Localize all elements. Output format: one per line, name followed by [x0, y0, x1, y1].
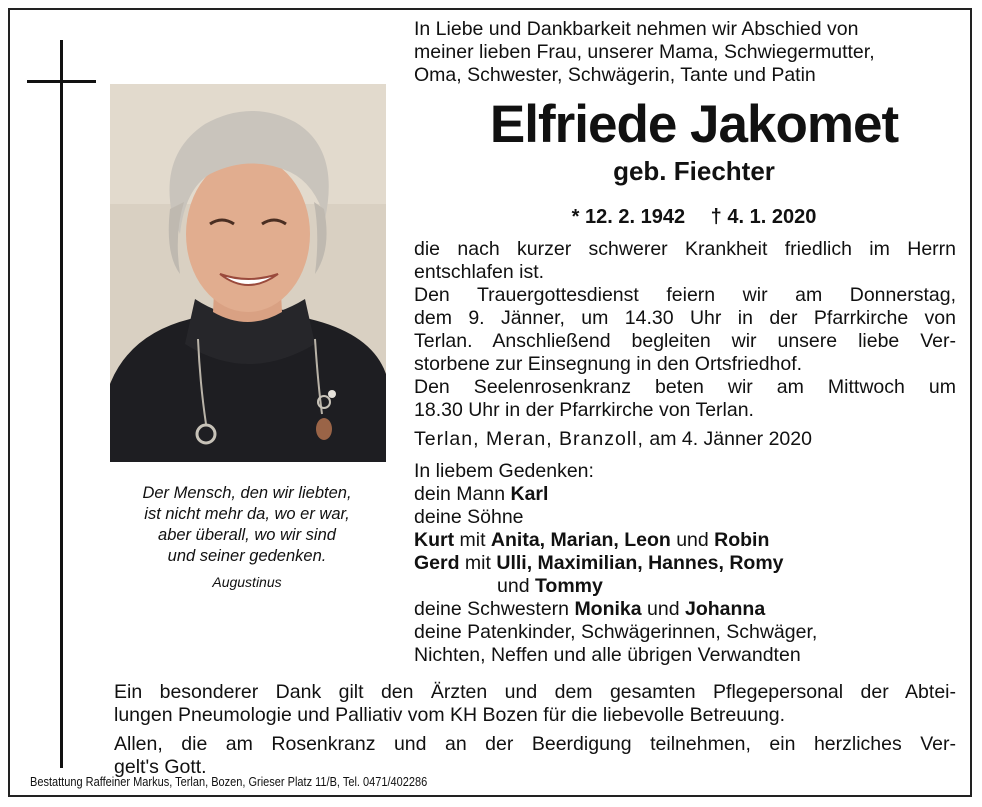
- notice-date: am 4. Jänner 2020: [649, 428, 812, 450]
- intro-line: meiner lieben Frau, unserer Mama, Schwiegermutter,: [414, 41, 875, 63]
- connector: und: [497, 575, 535, 597]
- cross-icon-bar: [27, 80, 96, 83]
- connector: mit: [454, 529, 491, 551]
- son-family-names: Ulli, Maximilian, Hannes, Romy: [496, 552, 784, 574]
- thanks-line: lungen Pneumologie und Palliativ vom KH Bozen für die liebevolle Betreuung.: [114, 704, 785, 726]
- body-line: 18.30 Uhr in der Pfarrkirche von Terlan.: [414, 399, 754, 421]
- connector: und: [670, 529, 715, 551]
- announcement-text: [414, 238, 956, 451]
- family-line-relatives: Nichten, Neffen und alle übrigen Verwandten: [414, 644, 801, 666]
- cross-icon: [60, 40, 63, 768]
- son-family-names: Anita, Marian, Leon: [490, 529, 671, 551]
- quote-line: ist nicht mehr da, wo er war,: [144, 505, 350, 523]
- place-date-line: [414, 428, 956, 451]
- husband-name: Karl: [510, 483, 549, 505]
- thanks-line: gelt's Gott.: [114, 756, 207, 778]
- body-line: entschlafen ist.: [414, 261, 545, 283]
- son-family-last: Robin: [714, 529, 770, 551]
- family-line-godchildren: deine Patenkinder, Schwägerinnen, Schwäger,: [414, 621, 818, 643]
- body-line: dem 9. Jänner, um 14.30 Uhr in der Pfarrkirche von: [414, 307, 956, 329]
- husband-label: dein Mann: [414, 483, 511, 505]
- family-line-husband: [414, 483, 956, 506]
- quote-author: Augustinus: [212, 574, 282, 590]
- thanks-line: Allen, die am Rosenkranz und an der Beerdigung teilnehmen, ein herzliches Ver-: [114, 733, 956, 755]
- body-line: Den Seelenrosenkranz beten wir am Mittwoch um: [414, 376, 956, 398]
- deceased-name: Elfriede Jakomet: [489, 95, 899, 154]
- son-name: Gerd: [414, 552, 460, 574]
- sister-name: Monika: [574, 598, 642, 620]
- family-line-sisters: [414, 598, 956, 621]
- intro-line: In Liebe und Dankbarkeit nehmen wir Abschied von: [414, 18, 859, 40]
- connector: mit: [459, 552, 497, 574]
- family-line-son2: [414, 552, 956, 575]
- son-family-last: Tommy: [534, 575, 603, 597]
- place-names: Terlan, Meran, Branzoll,: [414, 428, 644, 450]
- birth-date: * 12. 2. 1942: [571, 206, 686, 228]
- memorial-quote: [102, 483, 392, 593]
- family-line-son1: [414, 529, 956, 552]
- maiden-name: geb. Fiechter: [613, 156, 775, 186]
- body-line: Terlan. Anschließend begleiten wir unsere liebe Ver-: [414, 330, 956, 352]
- portrait-photo: [110, 84, 386, 462]
- body-line: storbene zur Einsegnung in den Ortsfriedhof.: [414, 353, 803, 375]
- family-list: [414, 460, 956, 667]
- family-heading: In liebem Gedenken:: [414, 460, 594, 482]
- son-name: Kurt: [414, 529, 455, 551]
- quote-line: und seiner gedenken.: [167, 547, 327, 565]
- sister-name: Johanna: [685, 598, 766, 620]
- quote-line: Der Mensch, den wir liebten,: [142, 484, 352, 502]
- intro-line: Oma, Schwester, Schwägerin, Tante und Patin: [414, 64, 816, 86]
- sons-label: deine Söhne: [414, 506, 524, 528]
- body-line: die nach kurzer schwerer Krankheit friedlich im Herrn: [414, 238, 956, 260]
- life-dates: [414, 205, 974, 229]
- body-line: Den Trauergottesdienst feiern wir am Donnerstag,: [414, 284, 956, 306]
- death-date: † 4. 1. 2020: [710, 206, 817, 228]
- family-line-son2-cont: [414, 575, 956, 598]
- funeral-home-footer: Bestattung Raffeiner Markus, Terlan, Bozen, Grieser Platz 11/B, Tel. 0471/402286: [30, 775, 428, 789]
- thanks-line: Ein besonderer Dank gilt den Ärzten und dem gesamten Pflegepersonal der Abtei-: [114, 681, 956, 703]
- thanks-text: [114, 681, 956, 779]
- quote-line: aber überall, wo wir sind: [158, 526, 336, 544]
- connector: und: [641, 598, 685, 620]
- intro-text: [414, 18, 974, 87]
- sisters-label: deine Schwestern: [414, 598, 575, 620]
